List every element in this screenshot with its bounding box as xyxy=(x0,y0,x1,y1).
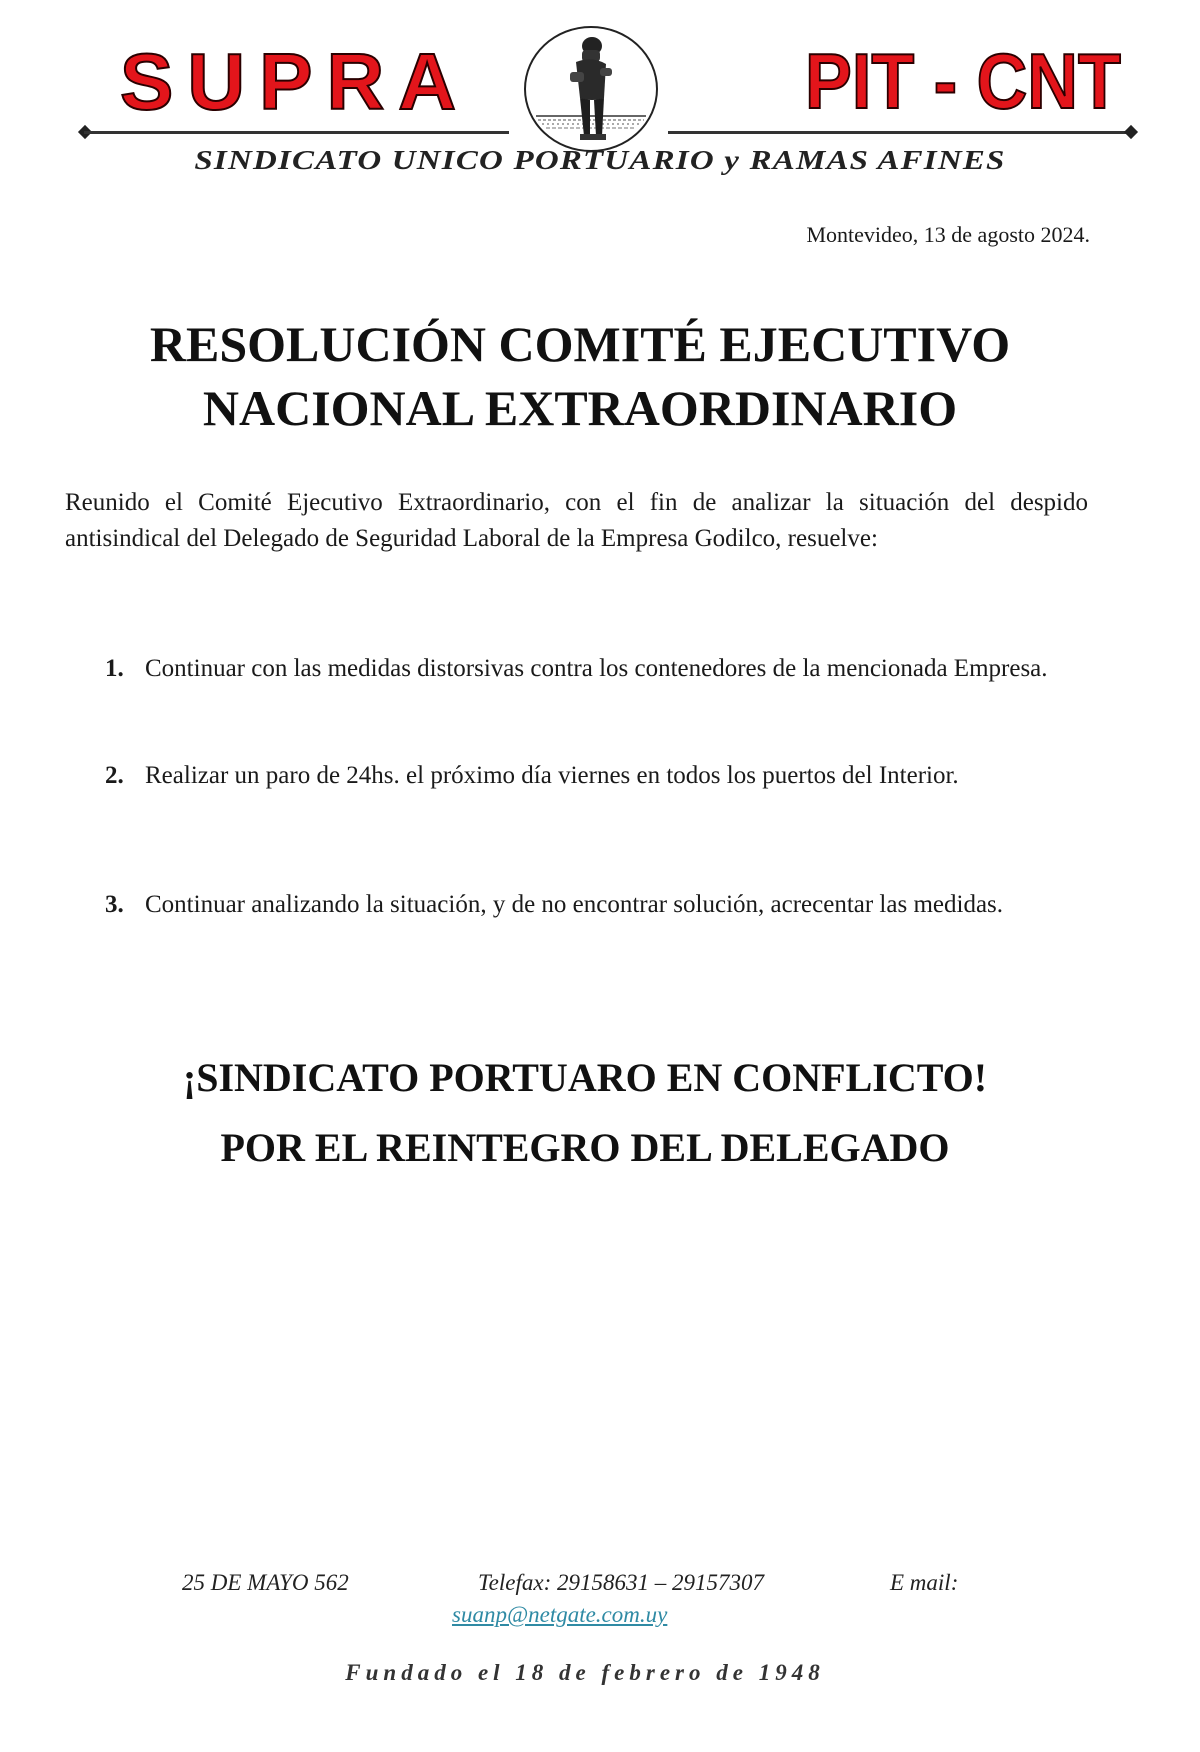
header-rule-left xyxy=(84,131,509,134)
list-item-text: Realizar un paro de 24hs. el próximo día viernes en todos los puertos del Interior. xyxy=(145,762,959,789)
footer-email-label: E mail: xyxy=(890,1570,959,1595)
header-rule-right xyxy=(668,131,1132,134)
list-item-number: 1. xyxy=(105,655,124,682)
organization-name: SINDICATO UNICO PORTUARIO y RAMAS AFINES xyxy=(194,145,1006,175)
footer-phone: Telefax: 29158631 – 29157307 xyxy=(478,1570,764,1595)
port-worker-seal-icon xyxy=(524,26,658,152)
list-item xyxy=(105,758,1088,794)
list-item xyxy=(105,651,1088,687)
title-line-2: NACIONAL EXTRAORDINARIO xyxy=(202,380,958,436)
footer-contact xyxy=(0,1570,1200,1606)
supra-logo-text: SUPRA xyxy=(120,37,471,126)
document-date: Montevideo, 13 de agosto 2024. xyxy=(806,222,1090,247)
intro-paragraph: Reunido el Comité Ejecutivo Extraordinario, con el fin de analizar la situación del despido antisindical del Delegado de Seguridad Laboral de la Empresa Godilco, resuelve: xyxy=(65,489,1088,552)
list-item-text: Continuar con las medidas distorsivas contra los contenedores de la mencionada Empresa. xyxy=(145,655,1048,682)
title-line-1: RESOLUCIÓN COMITÉ EJECUTIVO xyxy=(149,316,1011,372)
list-item xyxy=(105,887,1088,923)
footer-email-link[interactable]: suanp@netgate.com.uy xyxy=(452,1602,668,1627)
rule-endpoint-right xyxy=(1124,125,1138,139)
seal-graphic xyxy=(526,28,656,150)
list-item-number: 2. xyxy=(105,762,124,789)
list-item-number: 3. xyxy=(105,891,124,918)
resolution-title xyxy=(0,312,1160,440)
slogan-line-1: ¡SINDICATO PORTUARO EN CONFLICTO! xyxy=(182,1055,988,1100)
founded-note: Fundado el 18 de febrero de 1948 xyxy=(345,1660,825,1685)
footer-address: 25 DE MAYO 562 xyxy=(182,1570,349,1595)
pit-cnt-logo-text: PIT - CNT xyxy=(805,37,1121,125)
slogan-line-2: POR EL REINTEGRO DEL DELEGADO xyxy=(220,1125,950,1170)
list-item-text: Continuar analizando la situación, y de no encontrar solución, acrecentar las medidas. xyxy=(145,891,1004,918)
